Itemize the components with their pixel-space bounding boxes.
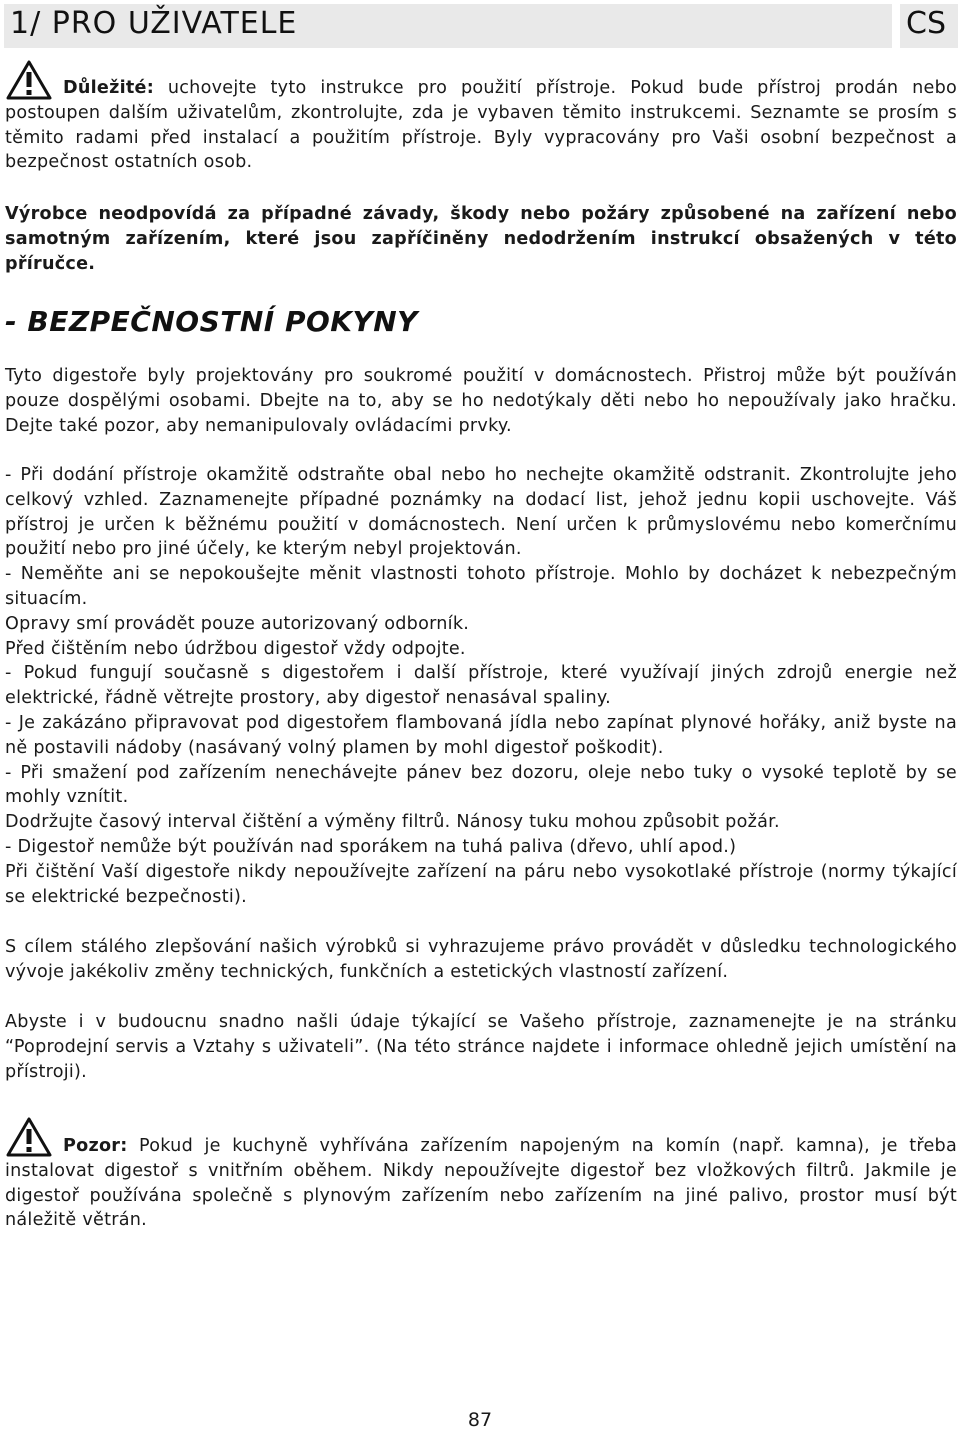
caution-label: Pozor:: [63, 1136, 128, 1156]
important-label: Důležité:: [63, 78, 154, 98]
liability-notice: Výrobce neodpovídá za případné závady, škody nebo požáry způsobené na zařízení nebo samotným zařízením, které jsou zapříčiněny nedodržením instrukcí obsažených v této příručce.: [5, 204, 957, 274]
section-heading: - BEZPEČNOSTNÍ POKYNY: [5, 305, 418, 338]
page-title: 1/ PRO UŽIVATELE: [10, 6, 298, 41]
page-number: 87: [467, 1409, 493, 1431]
important-notice: [5, 76, 957, 175]
service-notice: Abyste i v budoucnu snadno našli údaje týkající se Vašeho přístroje, zaznamenejte je na stránku “Poprodejní servis a Vztahy s uživateli”. (Na této stránce najdete i informace ohledně jejich umístění na přístroji).: [5, 1012, 957, 1082]
caution-text: Pokud je kuchyně vyhřívána zařízením napojeným na komín (např. kamna), je třeba instalovat digestoř s vnitřním oběhem. Nikdy nepoužívejte digestoř bez vložkových filtrů. Jakmile je digestoř používána společně s plynovým zařízením nebo zařízením na jiné palivo, prostor musí být náležitě větrán.: [5, 1136, 957, 1231]
important-text: uchovejte tyto instrukce pro použití přístroje. Pokud bude přístroj prodán nebo postoupen dalším uživatelům, zkontrolujte, zda je vybaven těmito instrukcemi. Seznamte se prosím s těmito radami před instalací a použitím přístroje. Byly vypracovány pro Vaši osobní bezpečnost a bezpečnost ostatních osob.: [5, 78, 957, 173]
caution-notice: [5, 1134, 957, 1233]
language-code: CS: [906, 6, 946, 41]
safety-intro: Tyto digestoře byly projektovány pro soukromé použití v domácnostech. Přistroj může být používán pouze dospělými osobami. Dbejte na to, aby se ho nedotýkaly děti nebo ho nepoužívaly jako hračku. Dejte také pozor, aby nemanipulovaly ovládacími prvky.: [5, 366, 957, 436]
improvement-notice: S cílem stálého zlepšování našich výrobků si vyhrazujeme právo provádět v důsledku technologického vývoje jakékoliv změny technických, funkčních a estetických vlastností zařízení.: [5, 937, 957, 982]
safety-instructions: - Při dodání přístroje okamžitě odstraňte obal nebo ho nechejte okamžitě odstranit. Zkontrolujte jeho celkový vzhled. Zaznamenejte případné poznámky na dodací list, jehož jednu kopii uschovejte. Váš přístroj je určen k běžnému použití v domácnostech. Není určen k průmyslovému nebo komerčnímu použití nebo pro jiné účely, ke kterým nebyl projektován. - Neměňte ani se nepokoušejte měnit vlastnosti tohoto přístroje. Mohlo by docházet k nebezpečným situacím. Opravy smí provádět pouze autorizovaný odborník. Před čištěním nebo údržbou digestoř vždy odpojte. - Pokud fungují současně s digestořem i další přístroje, které využívají jiných zdrojů energie než elektrické, řádně větrejte prostory, aby digestoř nenasával spaliny. - Je zakázáno připravovat pod digestořem flambovaná jídla nebo zapínat plynové hořáky, aniž byste na ně postavili nádoby (nasávaný volný plamen by mohl digestoř poškodit). - Při smažení pod zařízením nenechávejte pánev bez dozoru, oleje nebo tuky o vysoké teplotě by se mohly vznítit. Dodržujte časový interval čištění a výměny filtrů. Nánosy tuku mohou způsobit požár. - Digestoř nemůže být používán nad sporákem na tuhá paliva (dřevo, uhlí apod.) Při čištění Vaší digestoře nikdy nepoužívejte zařízení na páru nebo vysokotlaké přístroje (normy týkající se elektrické bezpečnosti).: [5, 465, 957, 907]
